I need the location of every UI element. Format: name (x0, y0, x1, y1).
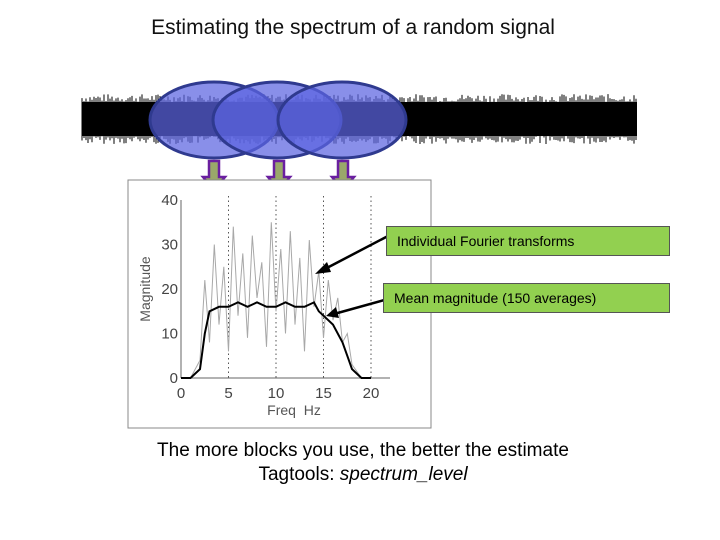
x-tick-label: 15 (315, 385, 332, 402)
y-tick-label: 10 (161, 325, 178, 343)
callout-mean-magnitude: Mean magnitude (150 averages) (383, 283, 670, 313)
x-axis-label: Freq Hz (267, 402, 321, 418)
callout-individual-transforms: Individual Fourier transforms (386, 226, 670, 256)
x-tick-label: 10 (267, 385, 285, 402)
analysis-windows (150, 82, 406, 158)
x-tick-label: 5 (224, 385, 233, 402)
y-axis-label: Magnitude (137, 256, 153, 322)
caption-prefix: Tagtools: (258, 464, 340, 485)
y-tick-label: 40 (161, 192, 178, 209)
window-block-3 (278, 82, 406, 158)
caption-function-name: spectrum_level (339, 464, 468, 485)
x-tick-label: 0 (176, 385, 186, 402)
y-tick-label: 0 (169, 370, 178, 387)
x-tick-label: 20 (362, 385, 380, 402)
y-tick-label: 20 (161, 281, 178, 298)
page-title: Estimating the spectrum of a random signal (151, 16, 555, 39)
caption-line-1: The more blocks you use, the better the estimate (157, 440, 569, 461)
y-tick-label: 30 (161, 236, 178, 254)
caption-line-2 (0, 464, 720, 486)
